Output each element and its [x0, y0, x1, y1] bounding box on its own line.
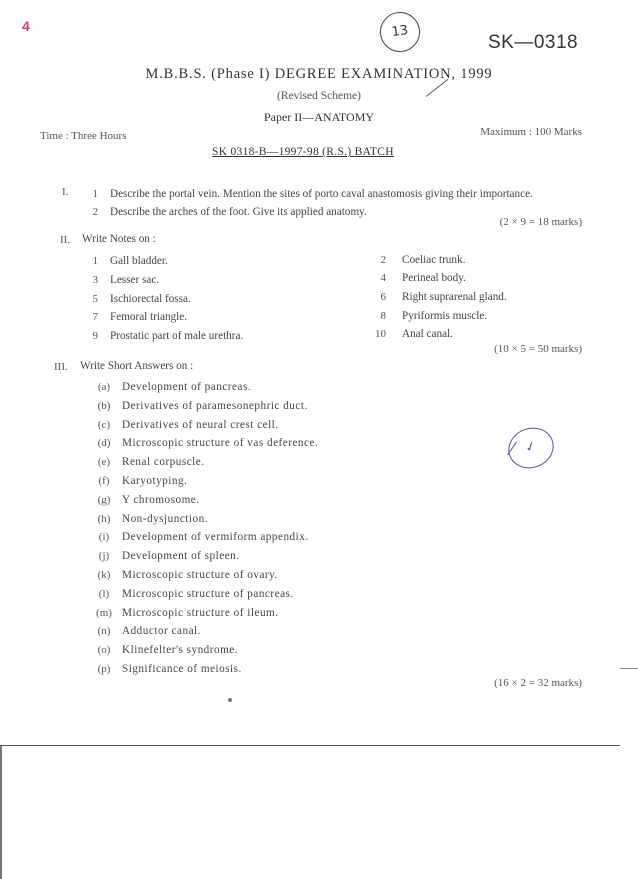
- item-text: Microscopic structure of ileum.: [122, 606, 279, 619]
- item-text: Derivatives of neural crest cell.: [122, 418, 279, 431]
- section-1-question: [84, 184, 533, 202]
- item-letter: (o): [97, 644, 111, 657]
- short-answer-item: [92, 640, 238, 658]
- page-number: 4: [22, 18, 30, 34]
- short-answer-item: [92, 415, 279, 433]
- item-text: Microscopic structure of ovary.: [122, 569, 278, 581]
- item-letter: (i): [98, 531, 110, 544]
- item-text: Development of pancreas.: [122, 381, 252, 393]
- paper-name: Paper II—ANATOMY: [263, 110, 375, 124]
- section-3-number: III.: [54, 361, 68, 373]
- item-letter: (b): [97, 399, 111, 412]
- note-item: 5 Ischiorectal fossa.: [92, 293, 191, 305]
- handwritten-tick-mark: ✓: [503, 421, 560, 474]
- short-answer-item: [92, 621, 201, 639]
- item-letter: (n): [97, 625, 111, 638]
- short-answer-item: [92, 527, 309, 545]
- item-letter: (g): [97, 493, 111, 506]
- exam-time: Time : Three Hours: [40, 130, 127, 142]
- short-answer-item: [92, 471, 187, 489]
- note-item: 1 Gall bladder.: [92, 255, 168, 267]
- item-letter: (j): [98, 550, 110, 563]
- section-3-marks: (16 × 2 = 32 marks): [494, 677, 582, 689]
- batch-line: SK 0318-B—1997-98 (R.S.) BATCH: [212, 146, 394, 158]
- item-letter: (p): [97, 663, 111, 675]
- short-answer-item: [92, 565, 278, 583]
- exam-subtitle: (Revised Scheme): [277, 90, 361, 102]
- short-answer-item: [92, 659, 242, 677]
- question-number: 2: [92, 206, 98, 218]
- note-item: 8 Pyriformis muscle.: [380, 310, 488, 322]
- edge-mark: [620, 668, 638, 669]
- item-text: Microscopic structure of pancreas.: [122, 587, 294, 600]
- speck-mark: [228, 698, 232, 702]
- item-text: Y chromosome.: [122, 493, 200, 506]
- item-text: Significance of meiosis.: [122, 663, 242, 675]
- circled-page-number: 13: [377, 9, 422, 54]
- short-answer-item: [92, 396, 308, 414]
- item-text: Klinefelter's syndrome.: [122, 644, 239, 657]
- item-letter: (a): [97, 381, 111, 393]
- exam-title: M.B.B.S. (Phase I) DEGREE EXAMINATION, 1999: [145, 66, 493, 82]
- item-text: Development of spleen.: [122, 550, 240, 563]
- page-bottom-edge: [0, 745, 620, 746]
- note-item: 7 Femoral triangle.: [92, 311, 188, 323]
- question-number: 1: [92, 188, 98, 200]
- maximum-marks: Maximum : 100 Marks: [480, 126, 582, 138]
- section-1-marks: (2 × 9 = 18 marks): [499, 216, 582, 228]
- item-text: Derivatives of paramesonephric duct.: [122, 399, 308, 412]
- short-answer-item: [92, 603, 279, 621]
- item-letter: (h): [97, 512, 111, 525]
- item-letter: (l): [98, 587, 110, 600]
- item-text: Karyotyping.: [122, 475, 188, 487]
- item-letter: (c): [97, 418, 111, 431]
- short-answer-item: [92, 509, 208, 527]
- short-answer-item: [92, 452, 205, 470]
- note-item: 10 Anal canal.: [375, 328, 453, 340]
- note-item: 9 Prostatic part of male urethra.: [92, 330, 244, 342]
- short-answer-item: [92, 546, 240, 564]
- item-letter: (k): [97, 569, 111, 581]
- section-2-heading: Write Notes on :: [82, 233, 156, 245]
- question-text: Describe the portal vein. Mention the sites of porto caval anastomosis giving their importance.: [110, 188, 533, 200]
- item-letter: (f): [98, 475, 110, 487]
- short-answer-item: [92, 433, 318, 451]
- item-letter: (m): [96, 606, 112, 619]
- question-text: Describe the arches of the foot. Give its applied anatomy.: [110, 206, 367, 218]
- item-letter: (e): [97, 456, 111, 469]
- item-text: Microscopic structure of vas deference.: [122, 437, 319, 450]
- item-letter: (d): [97, 437, 111, 450]
- item-text: Renal corpuscle.: [122, 456, 205, 469]
- note-item: 4 Perineal body.: [380, 272, 466, 284]
- note-item: 3 Lesser sac.: [92, 274, 160, 286]
- page-left-edge: [0, 746, 2, 879]
- section-2-number: II.: [60, 234, 71, 246]
- section-1-number: I.: [62, 186, 69, 198]
- item-text: Development of vermiform appendix.: [122, 531, 309, 544]
- section-3-heading: Write Short Answers on :: [80, 360, 194, 372]
- short-answer-item: [92, 490, 200, 508]
- item-text: Non-dysjunction.: [122, 512, 208, 525]
- short-answer-item: [92, 584, 294, 602]
- short-answer-item: [92, 377, 251, 395]
- item-text: Adductor canal.: [122, 625, 201, 638]
- section-2-marks: (10 × 5 = 50 marks): [494, 343, 582, 355]
- note-item: 2 Coeliac trunk.: [380, 254, 466, 266]
- section-1-question: [84, 202, 367, 220]
- note-item: 6 Right suprarenal gland.: [380, 291, 507, 303]
- paper-code: SK—0318: [488, 32, 579, 53]
